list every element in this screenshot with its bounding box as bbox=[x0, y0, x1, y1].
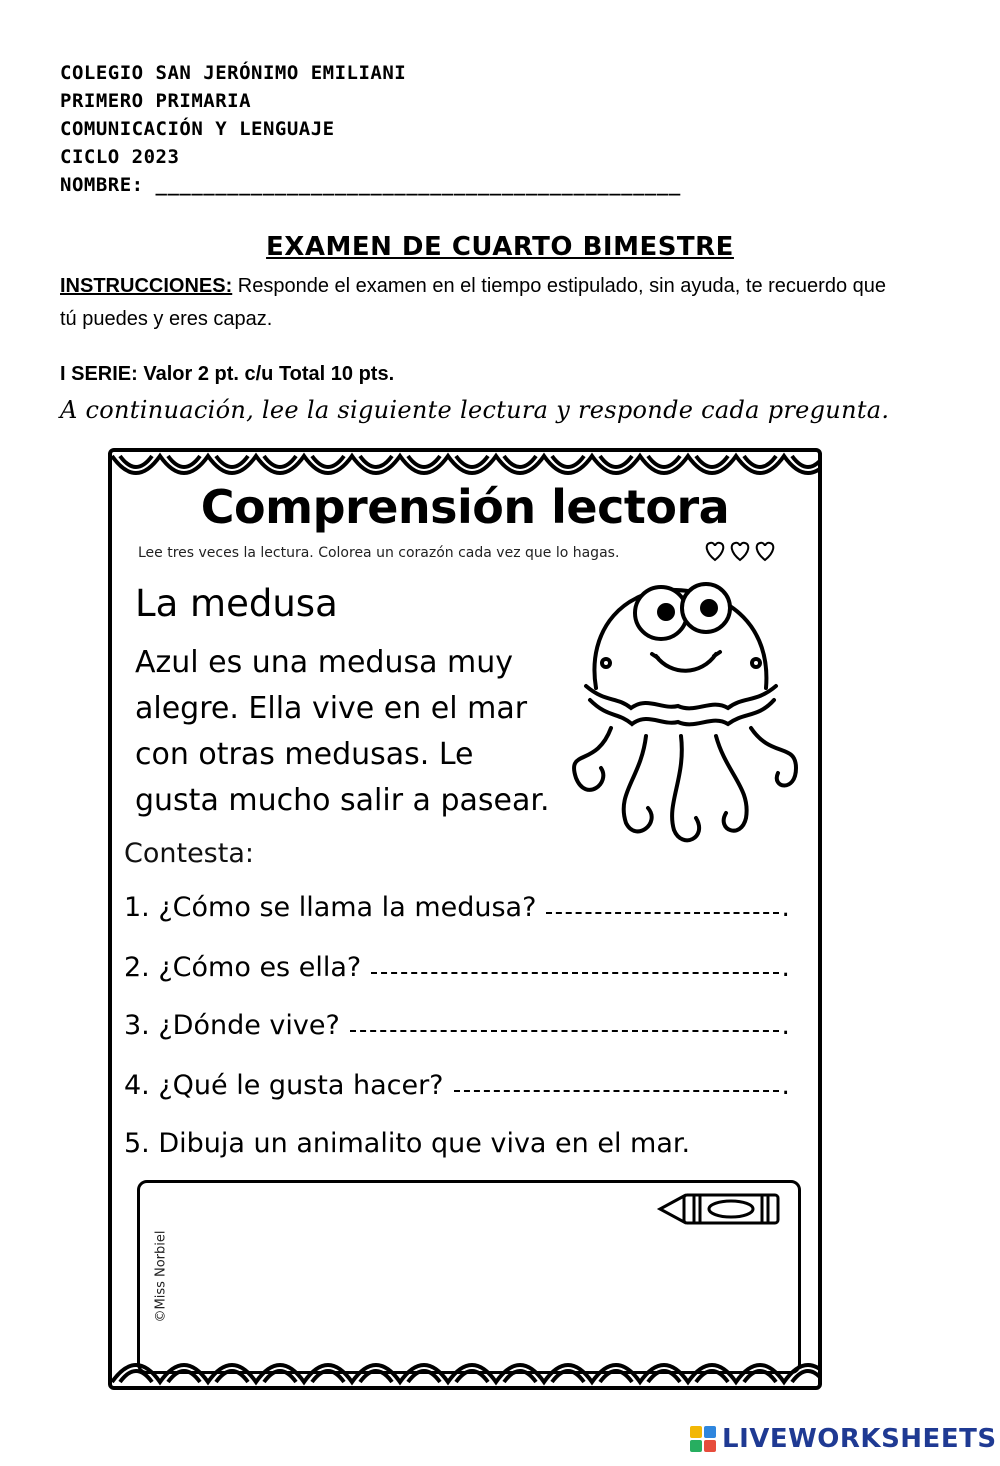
story-line: Azul es una medusa muy bbox=[135, 645, 514, 680]
question-text: 5. Dibuja un animalito que viva en el mar. bbox=[124, 1128, 691, 1159]
answer-line[interactable] bbox=[350, 1029, 780, 1032]
question-3: 3. ¿Dónde vive? . bbox=[124, 1010, 790, 1041]
worksheet-subtitle: Lee tres veces la lectura. Colorea un corazón cada vez que lo hagas. bbox=[138, 545, 620, 561]
instructions-text: Responde el examen en el tiempo estipulado, sin ayuda, te recuerdo que tú puedes y eres capaz. bbox=[60, 275, 886, 330]
story-text bbox=[135, 640, 595, 824]
crayon-icon bbox=[656, 1190, 786, 1228]
copyright-credit: ©Miss Norbiel bbox=[153, 1230, 169, 1323]
worksheet-title: Comprensión lectora bbox=[200, 480, 730, 534]
question-text: 4. ¿Qué le gusta hacer? bbox=[124, 1070, 444, 1101]
name-field[interactable]: NOMBRE: ____________________________________________ bbox=[60, 174, 681, 196]
answer-line[interactable] bbox=[454, 1089, 780, 1092]
contesta-label: Contesta: bbox=[124, 838, 254, 869]
answer-line[interactable] bbox=[371, 971, 779, 974]
question-1: 1. ¿Cómo se llama la medusa? . bbox=[124, 892, 790, 923]
story-title: La medusa bbox=[135, 582, 338, 625]
cycle-line: CICLO 2023 bbox=[60, 146, 180, 168]
liveworksheets-brand: LIVEWORKSHEETS bbox=[722, 1424, 997, 1454]
exam-title: EXAMEN DE CUARTO BIMESTRE bbox=[266, 232, 734, 262]
story-line: alegre. Ella vive en el mar bbox=[135, 691, 528, 726]
jellyfish-illustration bbox=[556, 568, 806, 858]
question-text: 3. ¿Dónde vive? bbox=[124, 1010, 340, 1041]
answer-line[interactable] bbox=[546, 911, 779, 914]
liveworksheets-icon bbox=[688, 1424, 718, 1454]
story-line: con otras medusas. Le bbox=[135, 737, 474, 772]
instructions-label: INSTRUCCIONES: bbox=[60, 275, 233, 297]
grade-line: PRIMERO PRIMARIA bbox=[60, 90, 252, 112]
question-5 bbox=[124, 1128, 790, 1159]
question-4: 4. ¿Qué le gusta hacer? . bbox=[124, 1070, 790, 1101]
question-text: 1. ¿Cómo se llama la medusa? bbox=[124, 892, 537, 923]
question-2: 2. ¿Cómo es ella? . bbox=[124, 952, 790, 983]
school-name: COLEGIO SAN JERÓNIMO EMILIANI bbox=[60, 62, 407, 84]
hearts-icon[interactable] bbox=[703, 538, 777, 564]
subject-line: COMUNICACIÓN Y LENGUAJE bbox=[60, 118, 335, 140]
question-text: 2. ¿Cómo es ella? bbox=[124, 952, 362, 983]
liveworksheets-logo[interactable] bbox=[688, 1424, 997, 1454]
story-line: gusta mucho salir a pasear. bbox=[135, 783, 550, 818]
serie-heading: I SERIE: Valor 2 pt. c/u Total 10 pts. bbox=[60, 363, 395, 385]
reading-prompt: A continuación, lee la siguiente lectura y responde cada pregunta. bbox=[60, 396, 890, 424]
instructions bbox=[60, 270, 900, 336]
